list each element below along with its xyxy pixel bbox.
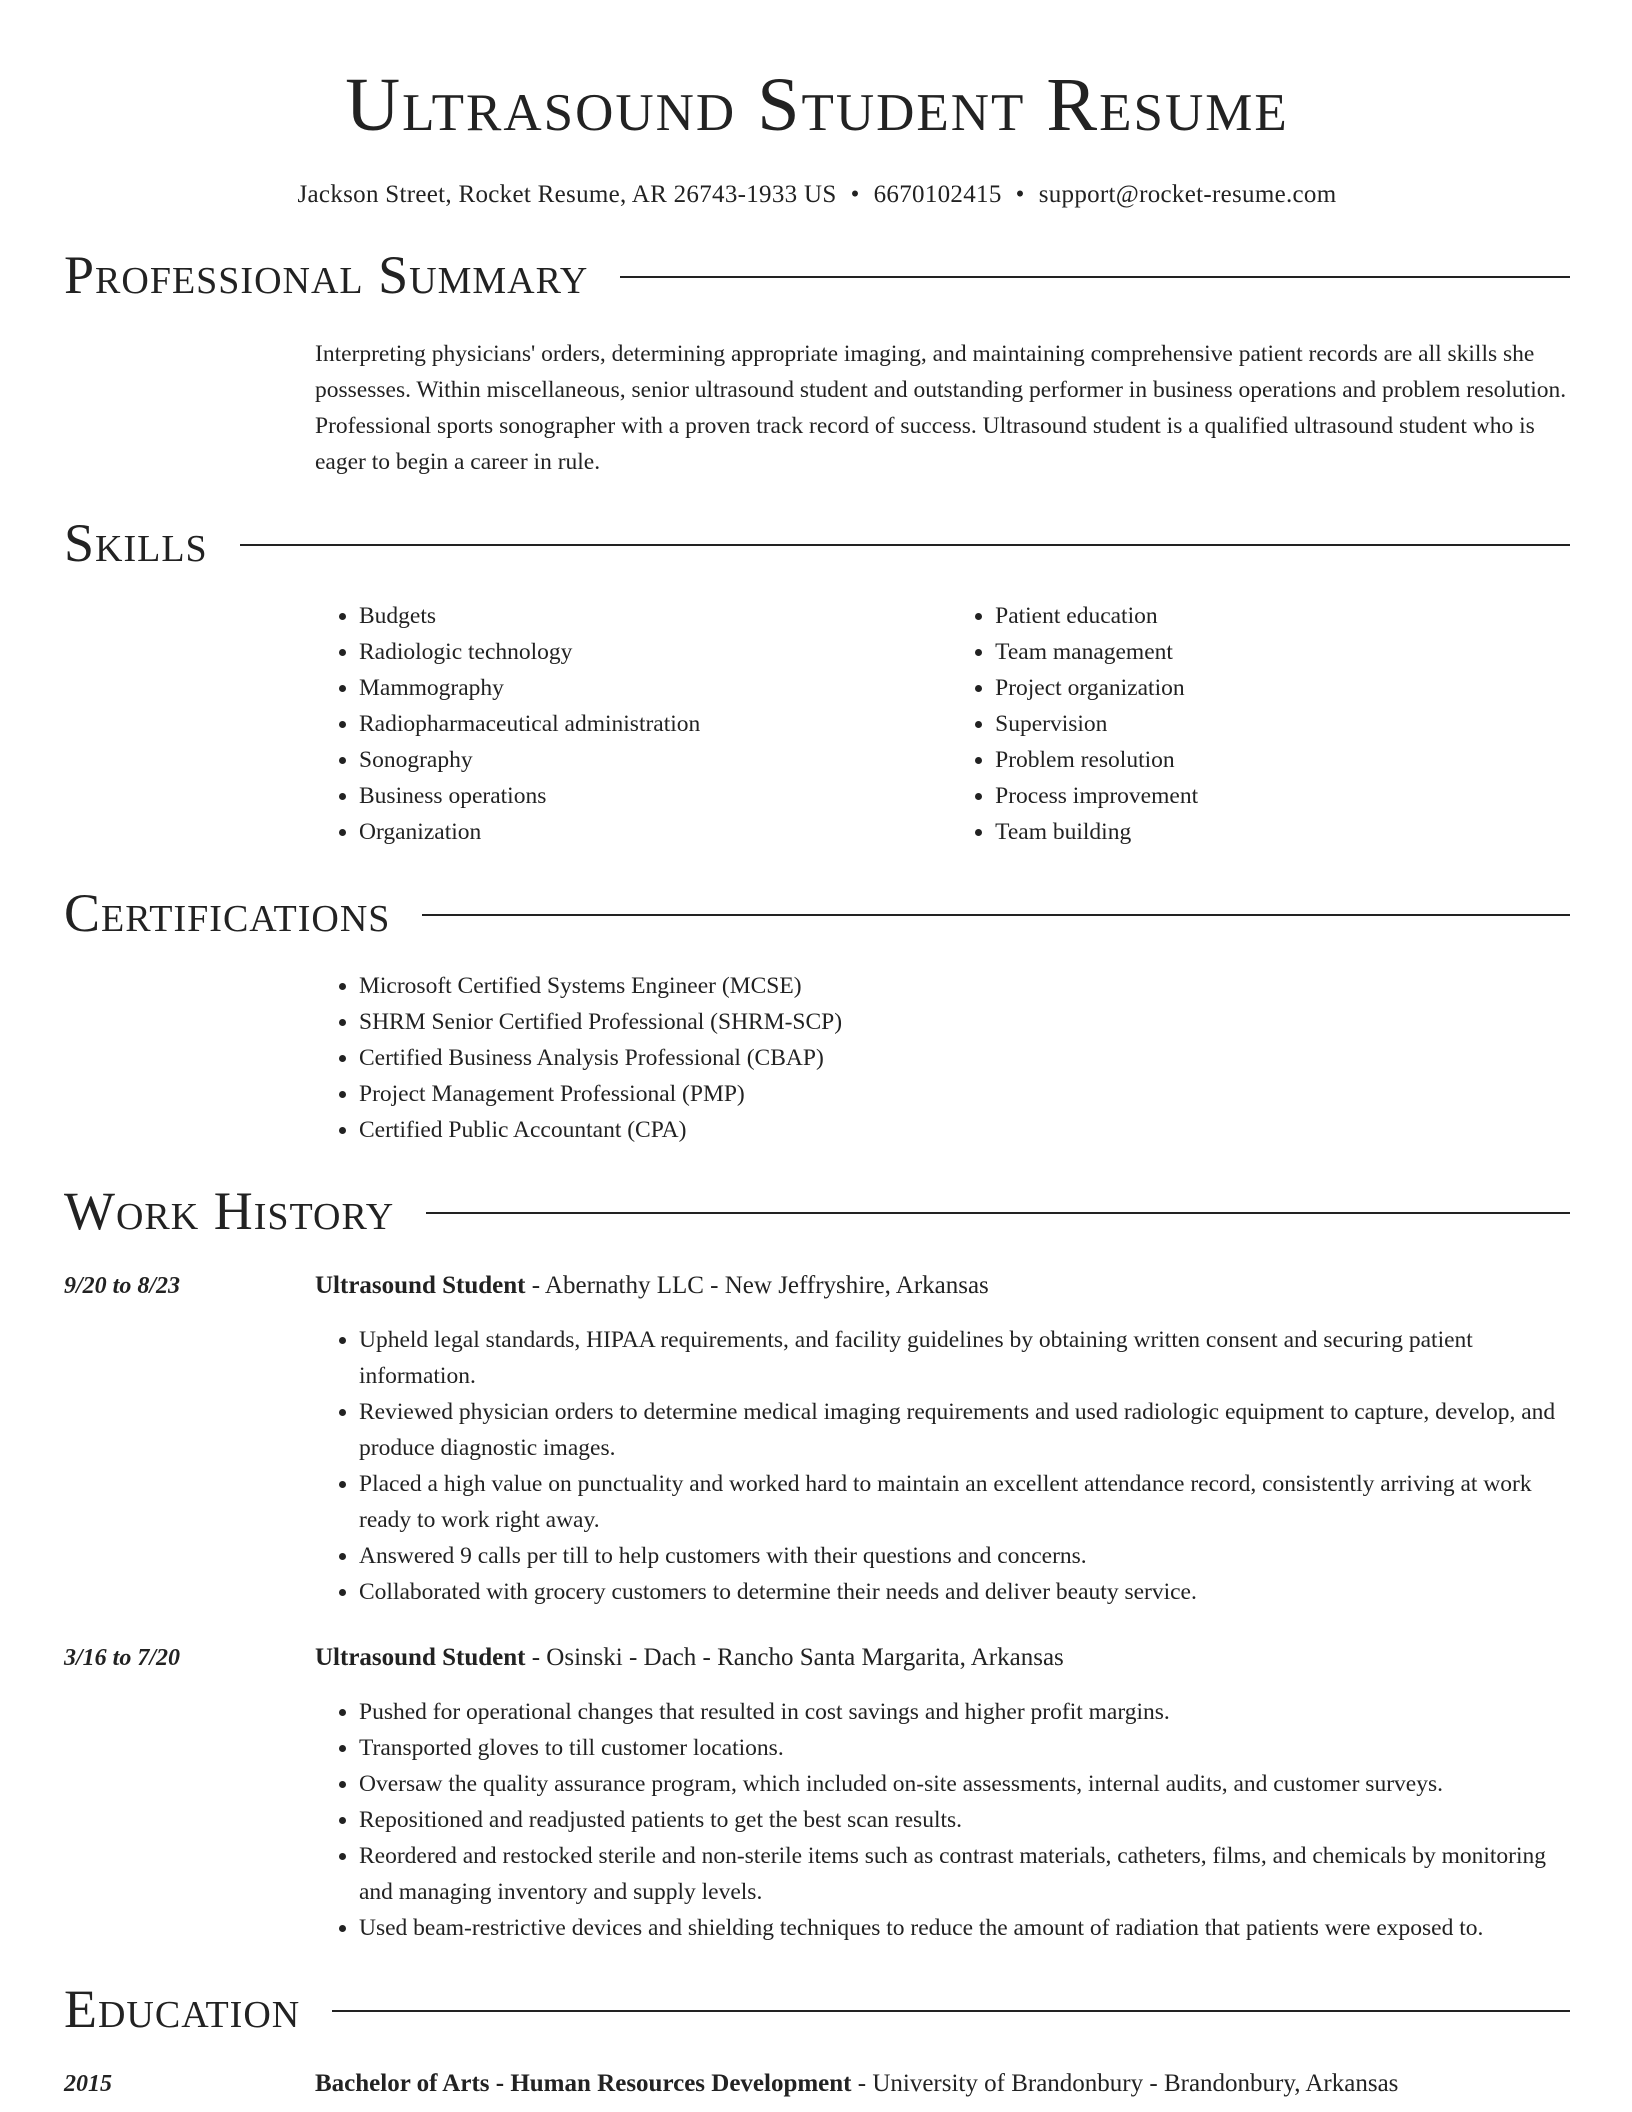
section-divider bbox=[422, 914, 1570, 916]
skill-item: • Radiopharmaceutical administration bbox=[359, 706, 951, 742]
education-section-heading bbox=[64, 1976, 1570, 2042]
contact-line bbox=[64, 178, 1570, 212]
skills-column-left bbox=[315, 598, 951, 850]
job-employer: - Osinski - Dach - Rancho Santa Margarita, Arkansas bbox=[525, 1644, 1064, 1671]
skill-item: • Sonography bbox=[359, 742, 951, 778]
job-title: Ultrasound Student bbox=[315, 1272, 526, 1299]
section-title: Certifications bbox=[64, 883, 391, 943]
job-entry bbox=[64, 1268, 1570, 1610]
summary-section-heading bbox=[64, 242, 1570, 308]
job-bullet: • Reordered and restocked sterile and non-sterile items such as contrast materials, catheters, films, and chemicals by monitoring and managing inventory and supply levels. bbox=[359, 1838, 1570, 1910]
certifications-list bbox=[315, 968, 1570, 1148]
education-entry bbox=[64, 2066, 1570, 2102]
job-bullet: • Used beam-restrictive devices and shielding techniques to reduce the amount of radiation that patients were exposed to. bbox=[359, 1910, 1570, 1946]
certification-item: • SHRM Senior Certified Professional (SHRM-SCP) bbox=[359, 1004, 1570, 1040]
job-bullet: • Oversaw the quality assurance program, which included on-site assessments, internal audits, and customer surveys. bbox=[359, 1766, 1570, 1802]
job-dates: 3/16 to 7/20 bbox=[64, 1645, 181, 1671]
education-school: - University of Brandonbury - Brandonbury, Arkansas bbox=[851, 2070, 1399, 2097]
certification-item: • Certified Public Accountant (CPA) bbox=[359, 1112, 1570, 1148]
skill-item: • Patient education bbox=[995, 598, 1570, 634]
resume-page bbox=[64, 0, 1570, 2102]
job-dates: 9/20 to 8/23 bbox=[64, 1273, 181, 1299]
skill-item: • Business operations bbox=[359, 778, 951, 814]
skill-item: • Team management bbox=[995, 634, 1570, 670]
job-entry bbox=[64, 1640, 1570, 1946]
certification-item: • Microsoft Certified Systems Engineer (MCSE) bbox=[359, 968, 1570, 1004]
contact-address: Jackson Street, Rocket Resume, AR 26743-1933 US bbox=[297, 181, 837, 208]
job-title: Ultrasound Student bbox=[315, 1644, 526, 1671]
job-employer: - Abernathy LLC - New Jeffryshire, Arkansas bbox=[525, 1272, 989, 1299]
skills-list bbox=[315, 598, 1570, 850]
skill-item: • Problem resolution bbox=[995, 742, 1570, 778]
job-bullet: • Reviewed physician orders to determine medical imaging requirements and used radiologic equipment to capture, develop, and produce diagnostic images. bbox=[359, 1394, 1570, 1466]
contact-phone: 6670102415 bbox=[873, 181, 1002, 208]
skill-item: • Organization bbox=[359, 814, 951, 850]
summary-text: Interpreting physicians' orders, determining appropriate imaging, and maintaining comprehensive patient records are all skills she possesses. Within miscellaneous, senior ultrasound student and outstanding performer in business operations and problem resolution. Professional sports sonographer with a proven track record of success. Ultrasound student is a qualified ultrasound student who is eager to begin a career in rule. bbox=[315, 341, 1567, 475]
skills-section-heading bbox=[64, 510, 1570, 576]
certification-item: • Project Management Professional (PMP) bbox=[359, 1076, 1570, 1112]
job-bullet: • Pushed for operational changes that resulted in cost savings and higher profit margins. bbox=[359, 1694, 1570, 1730]
education-headline bbox=[315, 2066, 1398, 2102]
job-bullet: • Placed a high value on punctuality and worked hard to maintain an excellent attendance record, consistently arriving at work ready to work right away. bbox=[359, 1466, 1570, 1538]
resume-title: Ultrasound Student Resume bbox=[345, 63, 1289, 147]
skill-item: • Process improvement bbox=[995, 778, 1570, 814]
job-headline bbox=[315, 1640, 1570, 1676]
skill-item: • Mammography bbox=[359, 670, 951, 706]
skill-item: • Budgets bbox=[359, 598, 951, 634]
education-year: 2015 bbox=[64, 2071, 112, 2097]
skills-column-right bbox=[951, 598, 1570, 850]
section-title: Professional Summary bbox=[64, 245, 589, 305]
section-divider bbox=[240, 544, 1570, 546]
section-title: Education bbox=[64, 1979, 301, 2039]
certification-item: • Certified Business Analysis Professional (CBAP) bbox=[359, 1040, 1570, 1076]
contact-email: support@rocket-resume.com bbox=[1038, 181, 1337, 208]
skill-item: • Team building bbox=[995, 814, 1570, 850]
contact-separator: • bbox=[850, 181, 860, 208]
work-history-section-heading bbox=[64, 1178, 1570, 1244]
section-divider bbox=[332, 2010, 1570, 2012]
job-bullets bbox=[315, 1322, 1570, 1610]
education-degree: Bachelor of Arts - Human Resources Development bbox=[315, 2070, 852, 2097]
job-bullet: • Upheld legal standards, HIPAA requirements, and facility guidelines by obtaining written consent and securing patient information. bbox=[359, 1322, 1570, 1394]
skill-item: • Supervision bbox=[995, 706, 1570, 742]
skill-item: • Radiologic technology bbox=[359, 634, 951, 670]
section-divider bbox=[426, 1212, 1570, 1214]
job-bullet: • Transported gloves to till customer locations. bbox=[359, 1730, 1570, 1766]
job-bullets bbox=[315, 1694, 1570, 1946]
skill-item: • Project organization bbox=[995, 670, 1570, 706]
certifications-section-heading bbox=[64, 880, 1570, 946]
section-divider bbox=[620, 276, 1570, 278]
job-bullet: • Repositioned and readjusted patients to get the best scan results. bbox=[359, 1802, 1570, 1838]
contact-separator: • bbox=[1015, 181, 1025, 208]
job-bullet: • Answered 9 calls per till to help customers with their questions and concerns. bbox=[359, 1538, 1570, 1574]
job-bullet: • Collaborated with grocery customers to determine their needs and deliver beauty service. bbox=[359, 1574, 1570, 1610]
section-title: Work History bbox=[64, 1181, 395, 1241]
job-headline bbox=[315, 1268, 1570, 1304]
section-title: Skills bbox=[64, 513, 208, 573]
